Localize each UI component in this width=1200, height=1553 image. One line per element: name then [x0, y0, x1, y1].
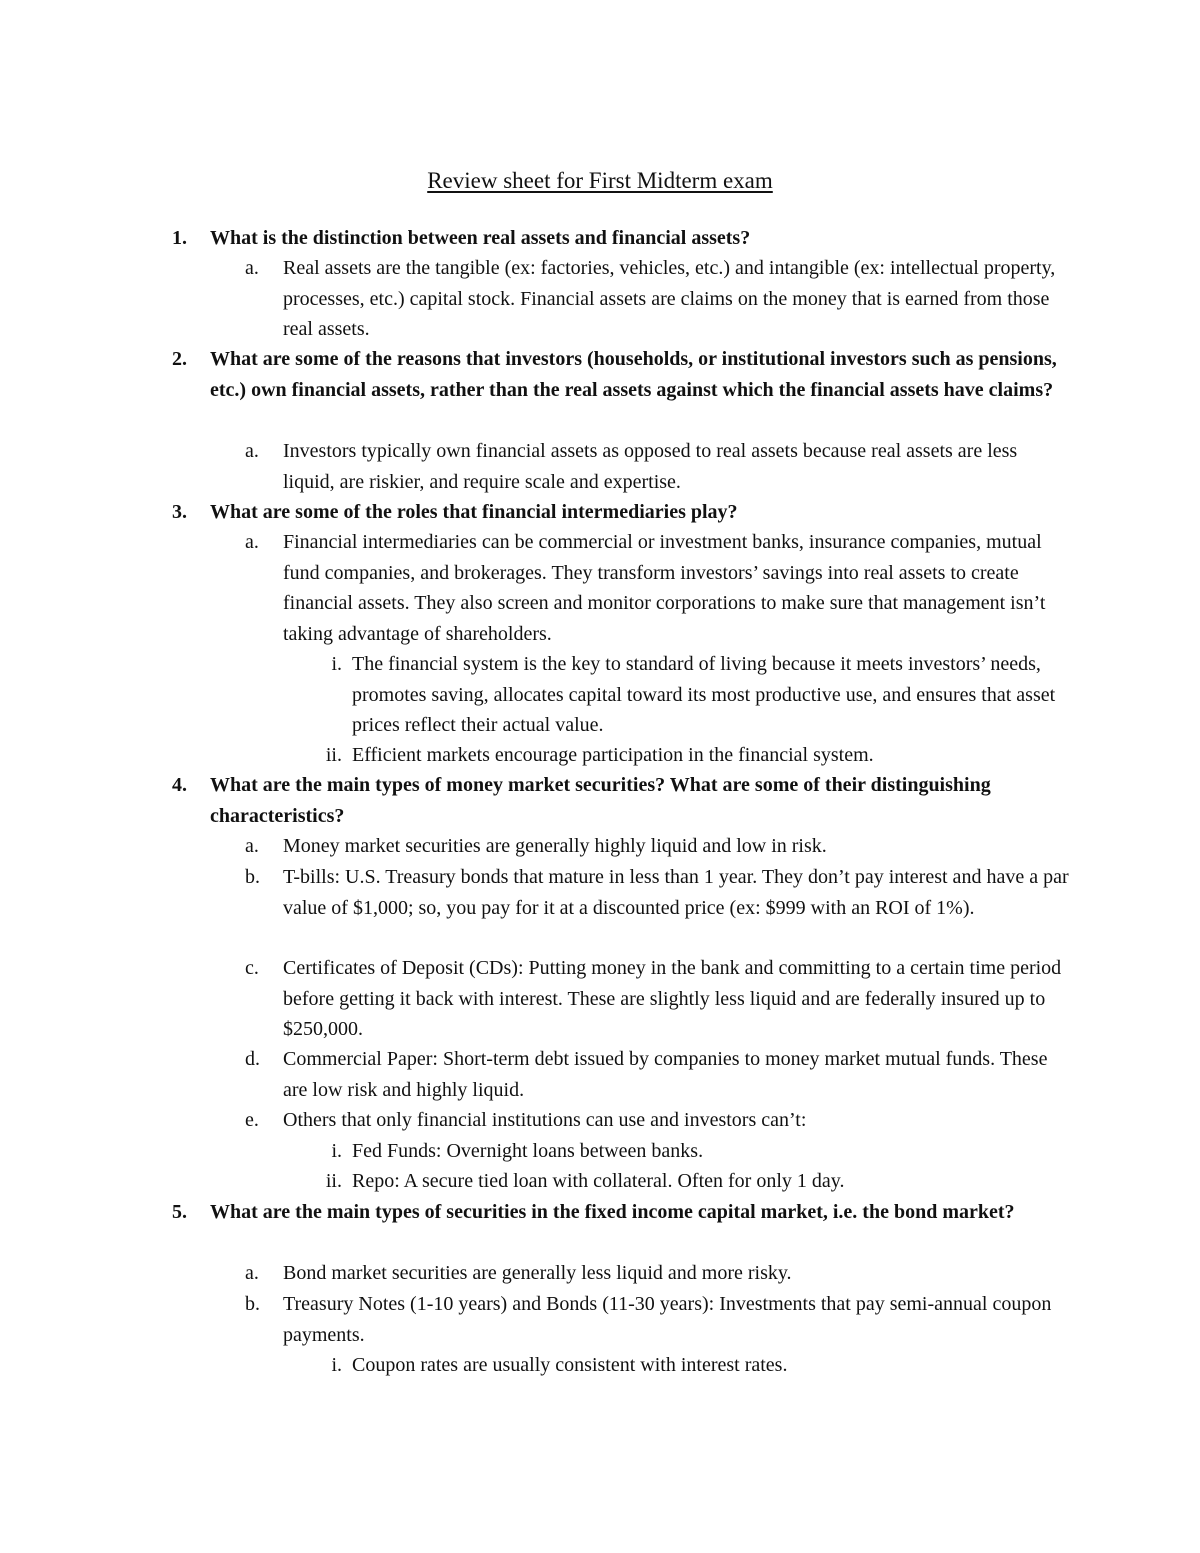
- sub-text: Repo: A secure tied loan with collateral. Often for only 1 day.: [352, 1170, 845, 1192]
- answer-text: Investors typically own financial assets as opposed to real assets because real assets are less liquid, are riskier, and require scale and expertise.: [283, 440, 1018, 493]
- question-4: [172, 770, 1070, 831]
- answer-marker: a.: [245, 1262, 259, 1284]
- answer-text: Commercial Paper: Short-term debt issued by companies to money market mutual funds. These are low risk and highly liquid.: [283, 1048, 1048, 1101]
- answer-text: Others that only financial institutions can use and investors can’t:: [283, 1109, 807, 1131]
- answer-marker: b.: [245, 866, 260, 888]
- answer-marker: a.: [245, 440, 259, 462]
- question-number: 5.: [172, 1201, 187, 1223]
- question-3: [172, 497, 1070, 528]
- answer-marker: a.: [245, 257, 259, 279]
- answer-1a: [245, 253, 1073, 345]
- answer-marker: a.: [245, 531, 259, 553]
- sub-answer-4e-i: [331, 1136, 1072, 1167]
- answer-marker: a.: [245, 835, 259, 857]
- answer-text: Real assets are the tangible (ex: factories, vehicles, etc.) and intangible (ex: intellectual property, processes, etc.) capital stock. Financial assets are claims on the money that is earned from those real assets.: [283, 257, 1056, 340]
- answer-marker: c.: [245, 957, 259, 979]
- sub-text: Coupon rates are usually consistent with interest rates.: [352, 1354, 788, 1376]
- answer-text: T-bills: U.S. Treasury bonds that mature in less than 1 year. They don’t pay interest and have a par value of $1,000; so, you pay for it at a discounted price (ex: $999 with an ROI of 1%).: [283, 866, 1069, 919]
- question-text: What is the distinction between real assets and financial assets?: [210, 227, 751, 249]
- question-text: What are some of the reasons that investors (households, or institutional investors such as pensions, etc.) own financial assets, rather than the real assets against which the financial assets have claims?: [210, 348, 1057, 401]
- question-text: What are the main types of money market securities? What are some of their distinguishing characteristics?: [210, 774, 991, 827]
- sub-text: Efficient markets encourage participation in the financial system.: [352, 744, 874, 766]
- page-title: Review sheet for First Midterm exam: [427, 168, 773, 193]
- answer-4c: [245, 953, 1073, 1045]
- sub-marker: i.: [331, 1140, 342, 1162]
- question-1: [172, 223, 1070, 254]
- answer-text: Money market securities are generally highly liquid and low in risk.: [283, 835, 827, 857]
- answer-3a: [245, 527, 1073, 649]
- answer-4e: [245, 1105, 1073, 1136]
- sub-marker: ii.: [325, 1170, 342, 1192]
- sub-marker: ii.: [325, 744, 342, 766]
- answer-marker: e.: [245, 1109, 259, 1131]
- answer-4a: [245, 831, 1073, 862]
- question-number: 2.: [172, 348, 187, 370]
- sub-answer-3a-ii: [325, 740, 1072, 771]
- answer-5b: [245, 1289, 1073, 1350]
- question-2: [172, 344, 1070, 405]
- question-5: [172, 1197, 1070, 1228]
- sub-answer-3a-i: [331, 649, 1072, 741]
- question-number: 1.: [172, 227, 187, 249]
- sub-text: Fed Funds: Overnight loans between banks.: [352, 1140, 704, 1162]
- sub-answer-4e-ii: [325, 1166, 1072, 1197]
- question-text: What are the main types of securities in the fixed income capital market, i.e. the bond market?: [210, 1201, 1015, 1223]
- sub-marker: i.: [331, 1354, 342, 1376]
- answer-marker: d.: [245, 1048, 260, 1070]
- answer-marker: b.: [245, 1293, 260, 1315]
- answer-text: Treasury Notes (1-10 years) and Bonds (11-30 years): Investments that pay semi-annual coupon payments.: [283, 1293, 1052, 1346]
- question-number: 3.: [172, 501, 187, 523]
- answer-text: Financial intermediaries can be commercial or investment banks, insurance companies, mutual fund companies, and brokerages. They transform investors’ savings into real assets to create financial assets. They also screen and monitor corporations to make sure that management isn’t taking advantage of shareholders.: [283, 531, 1046, 645]
- answer-5a: [245, 1258, 1073, 1289]
- answer-4d: [245, 1044, 1073, 1105]
- question-number: 4.: [172, 774, 187, 796]
- sub-text: The financial system is the key to standard of living because it meets investors’ needs, promotes saving, allocates capital toward its most productive use, and ensures that asset prices reflect their actual value.: [352, 653, 1056, 736]
- answer-text: Bond market securities are generally less liquid and more risky.: [283, 1262, 792, 1284]
- question-text: What are some of the roles that financial intermediaries play?: [210, 501, 738, 523]
- answer-2a: [245, 436, 1073, 497]
- answer-4b: [245, 862, 1073, 923]
- sub-marker: i.: [331, 653, 342, 675]
- sub-answer-5b-i: [331, 1350, 1072, 1381]
- answer-text: Certificates of Deposit (CDs): Putting money in the bank and committing to a certain time period before getting it back with interest. These are slightly less liquid and are federally insured up to $250,000.: [283, 957, 1062, 1040]
